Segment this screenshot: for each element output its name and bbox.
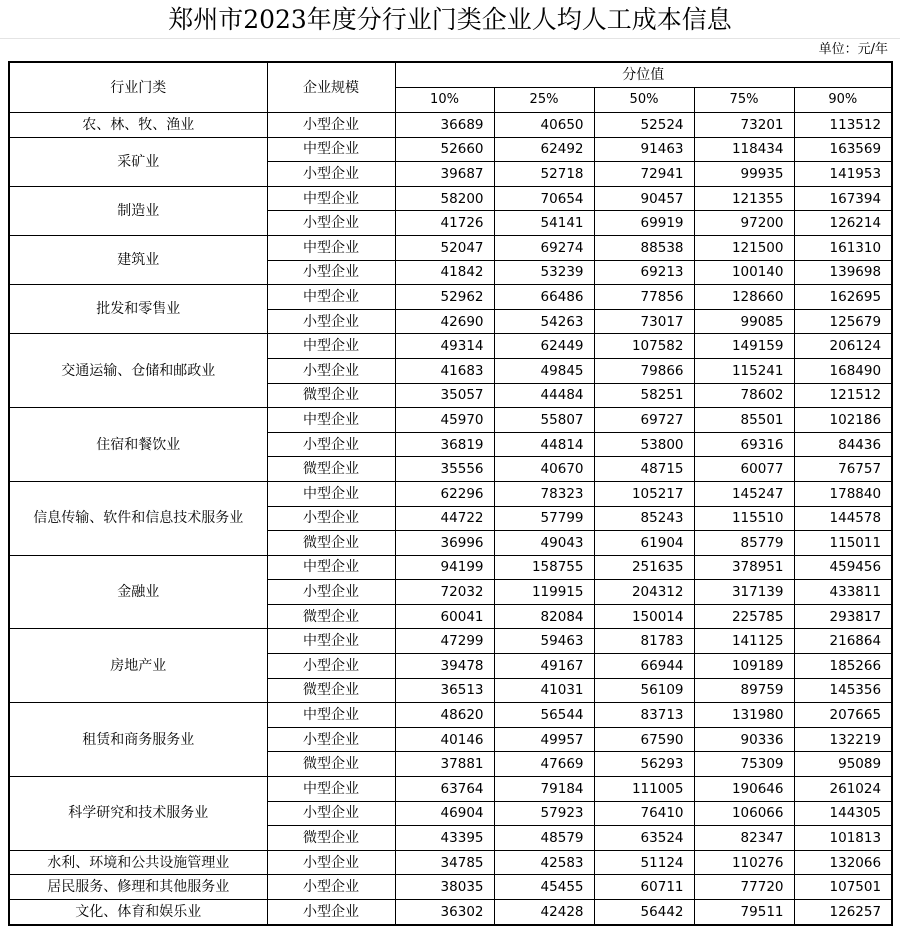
- value-cell: 81783: [594, 629, 694, 654]
- value-cell: 161310: [794, 235, 892, 260]
- scale-cell: 小型企业: [267, 113, 395, 138]
- value-cell: 57799: [494, 506, 594, 531]
- value-cell: 139698: [794, 260, 892, 285]
- value-cell: 49167: [494, 654, 594, 679]
- value-cell: 141125: [694, 629, 794, 654]
- value-cell: 42583: [494, 850, 594, 875]
- value-cell: 63764: [395, 777, 494, 802]
- value-cell: 82084: [494, 604, 594, 629]
- value-cell: 66486: [494, 285, 594, 310]
- value-cell: 251635: [594, 555, 694, 580]
- header-percentile-group: 分位值: [395, 62, 892, 88]
- value-cell: 52660: [395, 137, 494, 162]
- value-cell: 75309: [694, 752, 794, 777]
- value-cell: 125679: [794, 309, 892, 334]
- value-cell: 36819: [395, 432, 494, 457]
- value-cell: 145356: [794, 678, 892, 703]
- industry-cell: 文化、体育和娱乐业: [9, 900, 267, 925]
- value-cell: 102186: [794, 408, 892, 433]
- table-row: [9, 850, 892, 875]
- value-cell: 83713: [594, 703, 694, 728]
- scale-cell: 微型企业: [267, 531, 395, 556]
- scale-cell: 小型企业: [267, 309, 395, 334]
- scale-cell: 中型企业: [267, 703, 395, 728]
- value-cell: 54141: [494, 211, 594, 236]
- value-cell: 149159: [694, 334, 794, 359]
- value-cell: 47669: [494, 752, 594, 777]
- header-p50: 50%: [594, 88, 694, 113]
- value-cell: 185266: [794, 654, 892, 679]
- value-cell: 433811: [794, 580, 892, 605]
- scale-cell: 小型企业: [267, 654, 395, 679]
- value-cell: 49845: [494, 358, 594, 383]
- value-cell: 99935: [694, 162, 794, 187]
- industry-cell: 租赁和商务服务业: [9, 703, 267, 777]
- header-p10: 10%: [395, 88, 494, 113]
- industry-cell: 信息传输、软件和信息技术服务业: [9, 481, 267, 555]
- value-cell: 111005: [594, 777, 694, 802]
- table-row: [9, 334, 892, 359]
- value-cell: 88538: [594, 235, 694, 260]
- scale-cell: 小型企业: [267, 211, 395, 236]
- value-cell: 121512: [794, 383, 892, 408]
- value-cell: 52718: [494, 162, 594, 187]
- value-cell: 41683: [395, 358, 494, 383]
- value-cell: 206124: [794, 334, 892, 359]
- value-cell: 85779: [694, 531, 794, 556]
- value-cell: 40146: [395, 727, 494, 752]
- scale-cell: 微型企业: [267, 678, 395, 703]
- value-cell: 85243: [594, 506, 694, 531]
- value-cell: 36996: [395, 531, 494, 556]
- value-cell: 101813: [794, 826, 892, 851]
- value-cell: 119915: [494, 580, 594, 605]
- value-cell: 52047: [395, 235, 494, 260]
- value-cell: 35057: [395, 383, 494, 408]
- scale-cell: 小型企业: [267, 432, 395, 457]
- value-cell: 69213: [594, 260, 694, 285]
- value-cell: 100140: [694, 260, 794, 285]
- value-cell: 59463: [494, 629, 594, 654]
- value-cell: 94199: [395, 555, 494, 580]
- value-cell: 107501: [794, 875, 892, 900]
- table-row: [9, 555, 892, 580]
- value-cell: 40650: [494, 113, 594, 138]
- scale-cell: 小型企业: [267, 850, 395, 875]
- value-cell: 77720: [694, 875, 794, 900]
- value-cell: 293817: [794, 604, 892, 629]
- value-cell: 216864: [794, 629, 892, 654]
- value-cell: 43395: [395, 826, 494, 851]
- value-cell: 39478: [395, 654, 494, 679]
- scale-cell: 小型企业: [267, 900, 395, 925]
- value-cell: 60077: [694, 457, 794, 482]
- value-cell: 56442: [594, 900, 694, 925]
- value-cell: 60711: [594, 875, 694, 900]
- value-cell: 113512: [794, 113, 892, 138]
- value-cell: 97200: [694, 211, 794, 236]
- value-cell: 459456: [794, 555, 892, 580]
- scale-cell: 微型企业: [267, 457, 395, 482]
- scale-cell: 中型企业: [267, 137, 395, 162]
- value-cell: 53800: [594, 432, 694, 457]
- value-cell: 132066: [794, 850, 892, 875]
- value-cell: 69274: [494, 235, 594, 260]
- value-cell: 56544: [494, 703, 594, 728]
- value-cell: 82347: [694, 826, 794, 851]
- value-cell: 105217: [594, 481, 694, 506]
- value-cell: 36513: [395, 678, 494, 703]
- value-cell: 121355: [694, 186, 794, 211]
- value-cell: 261024: [794, 777, 892, 802]
- table-row: [9, 137, 892, 162]
- industry-cell: 建筑业: [9, 235, 267, 284]
- value-cell: 34785: [395, 850, 494, 875]
- value-cell: 72941: [594, 162, 694, 187]
- table-row: [9, 113, 892, 138]
- value-cell: 144578: [794, 506, 892, 531]
- value-cell: 109189: [694, 654, 794, 679]
- value-cell: 48715: [594, 457, 694, 482]
- table-row: [9, 235, 892, 260]
- scale-cell: 微型企业: [267, 826, 395, 851]
- table-row: [9, 186, 892, 211]
- header-p75: 75%: [694, 88, 794, 113]
- value-cell: 121500: [694, 235, 794, 260]
- table-row: [9, 900, 892, 925]
- value-cell: 48579: [494, 826, 594, 851]
- value-cell: 56293: [594, 752, 694, 777]
- value-cell: 62296: [395, 481, 494, 506]
- value-cell: 44484: [494, 383, 594, 408]
- table-body: [9, 113, 892, 925]
- value-cell: 76410: [594, 801, 694, 826]
- value-cell: 77856: [594, 285, 694, 310]
- value-cell: 91463: [594, 137, 694, 162]
- value-cell: 144305: [794, 801, 892, 826]
- value-cell: 63524: [594, 826, 694, 851]
- value-cell: 225785: [694, 604, 794, 629]
- scale-cell: 中型企业: [267, 235, 395, 260]
- scale-cell: 中型企业: [267, 408, 395, 433]
- value-cell: 85501: [694, 408, 794, 433]
- value-cell: 106066: [694, 801, 794, 826]
- industry-cell: 交通运输、仓储和邮政业: [9, 334, 267, 408]
- value-cell: 99085: [694, 309, 794, 334]
- scale-cell: 小型企业: [267, 580, 395, 605]
- scale-cell: 微型企业: [267, 604, 395, 629]
- header-industry: 行业门类: [9, 62, 267, 113]
- table-row: [9, 481, 892, 506]
- value-cell: 66944: [594, 654, 694, 679]
- value-cell: 49957: [494, 727, 594, 752]
- value-cell: 38035: [395, 875, 494, 900]
- value-cell: 178840: [794, 481, 892, 506]
- scale-cell: 中型企业: [267, 777, 395, 802]
- scale-cell: 中型企业: [267, 555, 395, 580]
- value-cell: 45970: [395, 408, 494, 433]
- value-cell: 79184: [494, 777, 594, 802]
- value-cell: 132219: [794, 727, 892, 752]
- industry-cell: 农、林、牧、渔业: [9, 113, 267, 138]
- title-divider: [0, 38, 900, 39]
- industry-cell: 金融业: [9, 555, 267, 629]
- value-cell: 168490: [794, 358, 892, 383]
- value-cell: 44814: [494, 432, 594, 457]
- value-cell: 78323: [494, 481, 594, 506]
- value-cell: 46904: [395, 801, 494, 826]
- value-cell: 42428: [494, 900, 594, 925]
- value-cell: 90457: [594, 186, 694, 211]
- value-cell: 49043: [494, 531, 594, 556]
- value-cell: 378951: [694, 555, 794, 580]
- value-cell: 41842: [395, 260, 494, 285]
- scale-cell: 小型企业: [267, 875, 395, 900]
- page-title: 郑州市2023年度分行业门类企业人均人工成本信息: [168, 5, 732, 34]
- value-cell: 62449: [494, 334, 594, 359]
- value-cell: 126257: [794, 900, 892, 925]
- table-row: [9, 408, 892, 433]
- value-cell: 40670: [494, 457, 594, 482]
- scale-cell: 中型企业: [267, 186, 395, 211]
- value-cell: 204312: [594, 580, 694, 605]
- industry-cell: 采矿业: [9, 137, 267, 186]
- value-cell: 141953: [794, 162, 892, 187]
- value-cell: 49314: [395, 334, 494, 359]
- value-cell: 58200: [395, 186, 494, 211]
- value-cell: 167394: [794, 186, 892, 211]
- value-cell: 145247: [694, 481, 794, 506]
- value-cell: 163569: [794, 137, 892, 162]
- scale-cell: 微型企业: [267, 383, 395, 408]
- value-cell: 70654: [494, 186, 594, 211]
- value-cell: 61904: [594, 531, 694, 556]
- table-row: [9, 777, 892, 802]
- value-cell: 52524: [594, 113, 694, 138]
- value-cell: 69316: [694, 432, 794, 457]
- value-cell: 131980: [694, 703, 794, 728]
- value-cell: 35556: [395, 457, 494, 482]
- table-row: [9, 629, 892, 654]
- value-cell: 317139: [694, 580, 794, 605]
- value-cell: 190646: [694, 777, 794, 802]
- scale-cell: 中型企业: [267, 481, 395, 506]
- value-cell: 53239: [494, 260, 594, 285]
- value-cell: 67590: [594, 727, 694, 752]
- industry-cell: 批发和零售业: [9, 285, 267, 334]
- industry-cell: 科学研究和技术服务业: [9, 777, 267, 851]
- value-cell: 69919: [594, 211, 694, 236]
- scale-cell: 小型企业: [267, 727, 395, 752]
- value-cell: 79511: [694, 900, 794, 925]
- scale-cell: 小型企业: [267, 801, 395, 826]
- value-cell: 115241: [694, 358, 794, 383]
- value-cell: 150014: [594, 604, 694, 629]
- value-cell: 58251: [594, 383, 694, 408]
- header-p90: 90%: [794, 88, 892, 113]
- value-cell: 107582: [594, 334, 694, 359]
- header-p25: 25%: [494, 88, 594, 113]
- scale-cell: 小型企业: [267, 260, 395, 285]
- value-cell: 76757: [794, 457, 892, 482]
- industry-cell: 房地产业: [9, 629, 267, 703]
- value-cell: 37881: [395, 752, 494, 777]
- value-cell: 48620: [395, 703, 494, 728]
- value-cell: 73017: [594, 309, 694, 334]
- value-cell: 90336: [694, 727, 794, 752]
- header-scale: 企业规模: [267, 62, 395, 113]
- table-header: [9, 62, 892, 113]
- table-row: [9, 703, 892, 728]
- value-cell: 36689: [395, 113, 494, 138]
- industry-cell: 制造业: [9, 186, 267, 235]
- scale-cell: 中型企业: [267, 285, 395, 310]
- value-cell: 78602: [694, 383, 794, 408]
- value-cell: 36302: [395, 900, 494, 925]
- value-cell: 55807: [494, 408, 594, 433]
- value-cell: 128660: [694, 285, 794, 310]
- value-cell: 62492: [494, 137, 594, 162]
- cost-table: [8, 61, 893, 926]
- value-cell: 47299: [395, 629, 494, 654]
- table-row: [9, 285, 892, 310]
- value-cell: 110276: [694, 850, 794, 875]
- scale-cell: 中型企业: [267, 334, 395, 359]
- value-cell: 89759: [694, 678, 794, 703]
- value-cell: 126214: [794, 211, 892, 236]
- value-cell: 72032: [395, 580, 494, 605]
- value-cell: 115011: [794, 531, 892, 556]
- value-cell: 44722: [395, 506, 494, 531]
- value-cell: 52962: [395, 285, 494, 310]
- value-cell: 39687: [395, 162, 494, 187]
- value-cell: 162695: [794, 285, 892, 310]
- value-cell: 45455: [494, 875, 594, 900]
- value-cell: 207665: [794, 703, 892, 728]
- value-cell: 57923: [494, 801, 594, 826]
- industry-cell: 住宿和餐饮业: [9, 408, 267, 482]
- value-cell: 95089: [794, 752, 892, 777]
- scale-cell: 小型企业: [267, 506, 395, 531]
- value-cell: 51124: [594, 850, 694, 875]
- scale-cell: 微型企业: [267, 752, 395, 777]
- value-cell: 56109: [594, 678, 694, 703]
- value-cell: 118434: [694, 137, 794, 162]
- scale-cell: 小型企业: [267, 358, 395, 383]
- value-cell: 158755: [494, 555, 594, 580]
- value-cell: 60041: [395, 604, 494, 629]
- scale-cell: 中型企业: [267, 629, 395, 654]
- industry-cell: 居民服务、修理和其他服务业: [9, 875, 267, 900]
- value-cell: 54263: [494, 309, 594, 334]
- value-cell: 84436: [794, 432, 892, 457]
- value-cell: 41726: [395, 211, 494, 236]
- industry-cell: 水利、环境和公共设施管理业: [9, 850, 267, 875]
- value-cell: 73201: [694, 113, 794, 138]
- value-cell: 41031: [494, 678, 594, 703]
- value-cell: 69727: [594, 408, 694, 433]
- value-cell: 115510: [694, 506, 794, 531]
- value-cell: 42690: [395, 309, 494, 334]
- scale-cell: 小型企业: [267, 162, 395, 187]
- unit-label: 单位：元/年: [818, 42, 888, 57]
- table-row: [9, 875, 892, 900]
- value-cell: 79866: [594, 358, 694, 383]
